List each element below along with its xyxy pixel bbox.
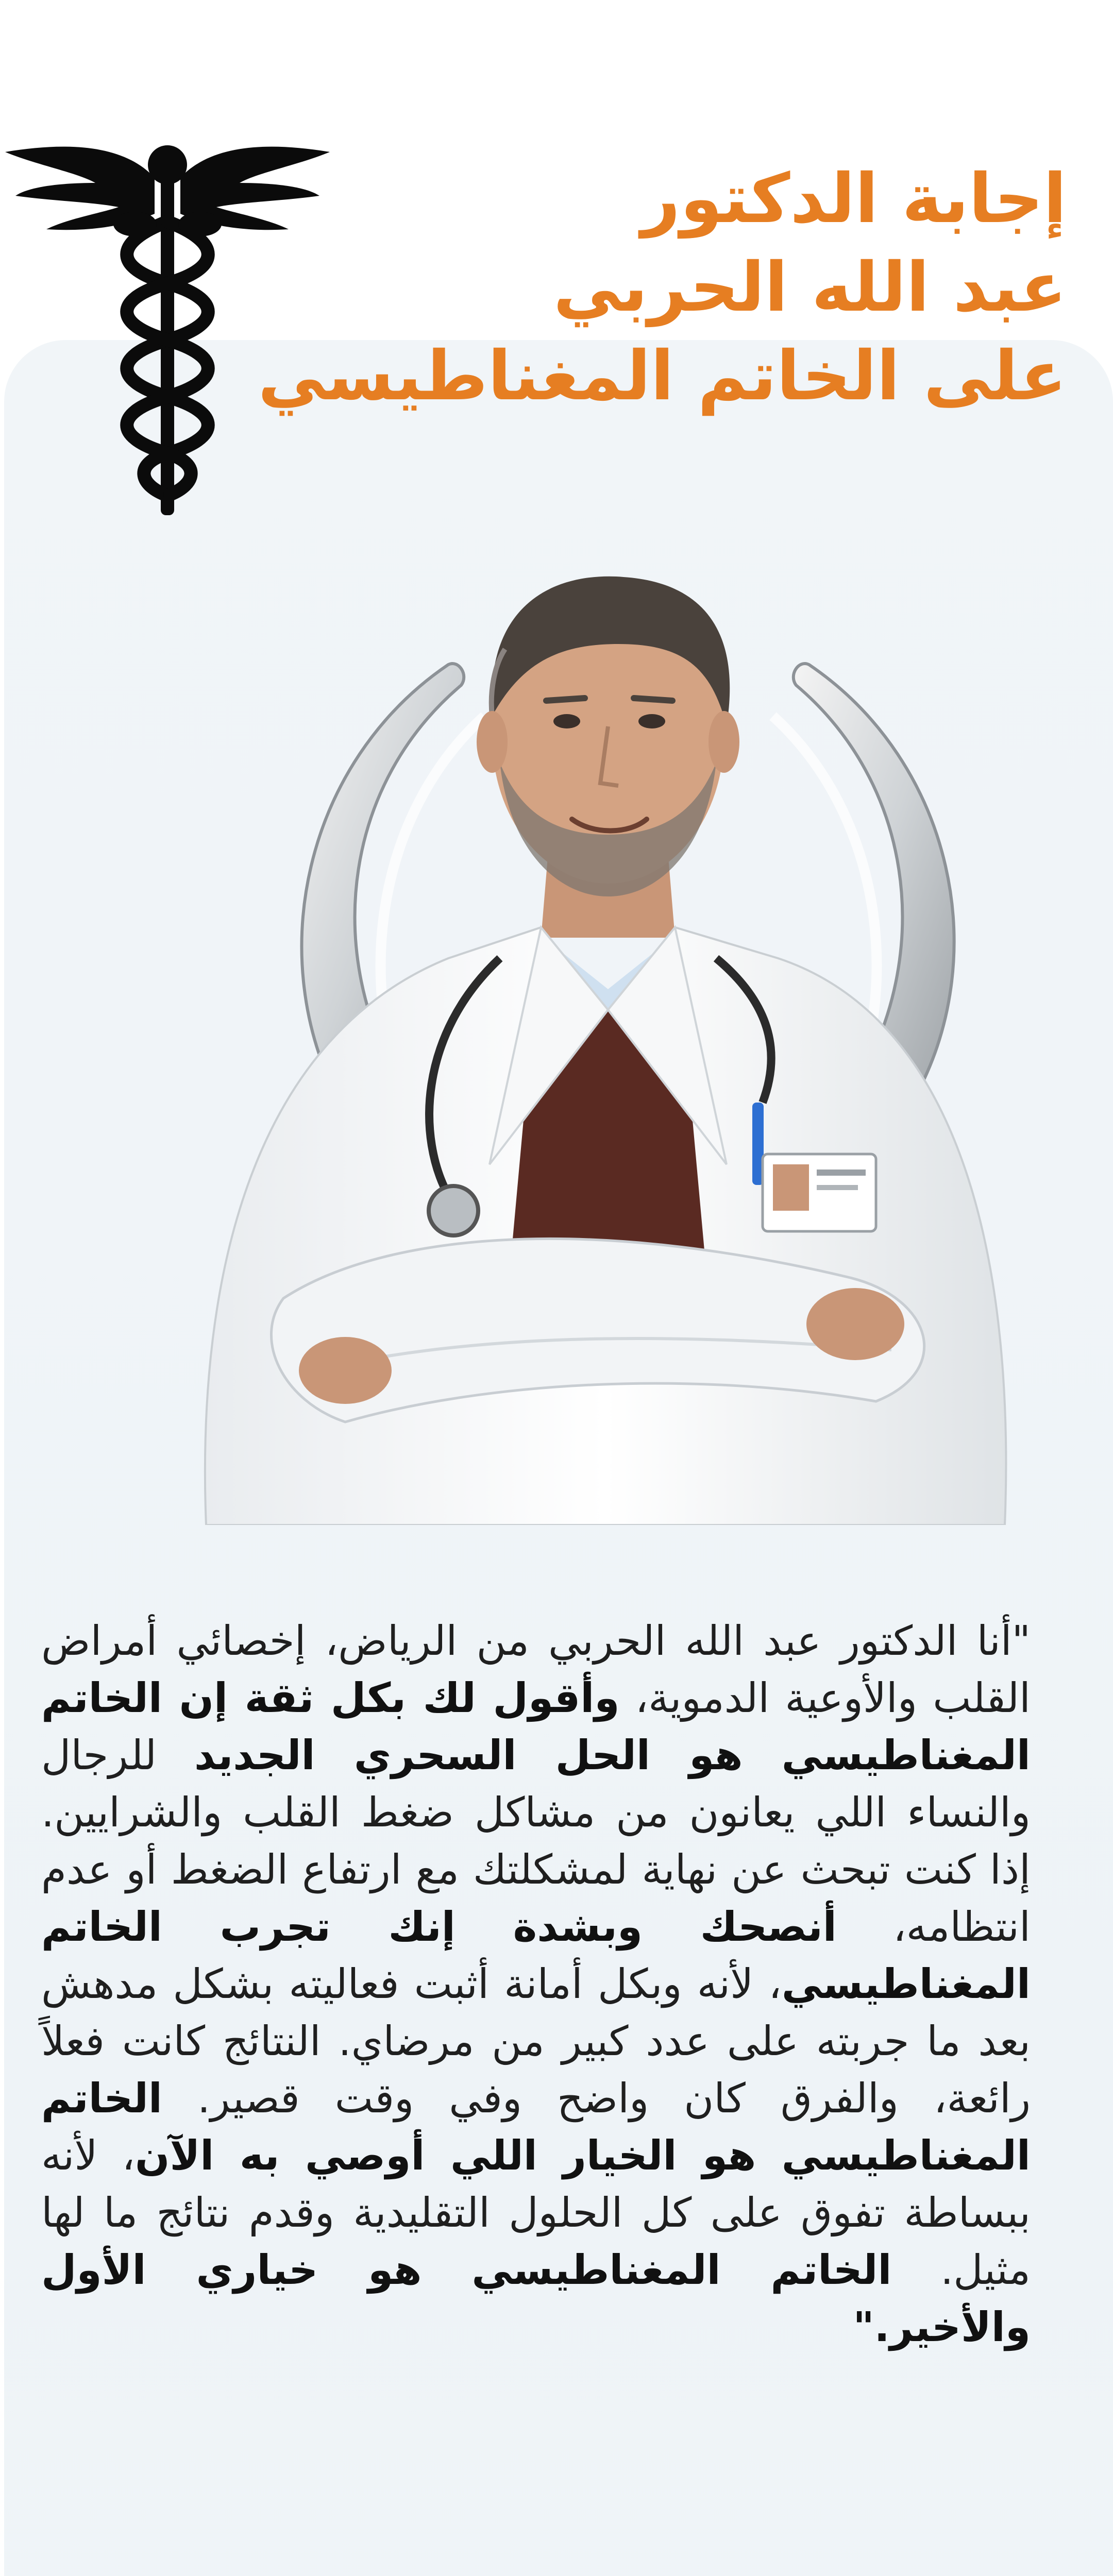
headline-line-3: على الخاتم المغناطيسي	[258, 336, 1067, 416]
caduceus-icon	[0, 88, 335, 520]
quote-bold-3: الخاتم المغناطيسي هو الخيار اللي أوصي به الآن	[41, 2075, 1031, 2179]
quote-bold-4: الخاتم المغناطيسي هو خياري الأول والأخير."	[41, 2246, 1031, 2351]
headline-line-2: عبد الله الحربي	[553, 248, 1067, 327]
quote-text-3: ، لأنه وبكل أمانة أثبت فعاليته بشكل مدهش بعد ما جربته على عدد كبير من مرضاي. النتائج كانت فعلاً رائعة، والفرق كان واضح وفي وقت قصير.	[41, 1960, 1031, 2122]
quote-text-2: للرجال والنساء اللي يعانون من مشاكل ضغط القلب والشرايين. إذا كنت تبحث عن نهاية لمشكلتك مع ارتفاع الضغط أو عدم انتظامه،	[41, 1732, 1031, 1951]
headline-line-1: إجابة الدكتور	[641, 159, 1067, 239]
quote-text-4: ، لأنه ببساطة تفوق على كل الحلول التقليدية وقدم نتائج ما لها مثيل.	[41, 2132, 1031, 2294]
doctor-quote	[41, 1613, 1031, 2356]
headline	[258, 155, 1067, 420]
quote-bold-2: أنصحك وبشدة إنك تجرب الخاتم المغناطيسي	[41, 1903, 1031, 2008]
quote-text-1: "أنا الدكتور عبد الله الحربي من الرياض، إخصائي أمراض القلب والأوعية الدموية،	[41, 1617, 1031, 1722]
quote-bold-1: وأقول لك بكل ثقة إن الخاتم المغناطيسي هو الحل السحري الجديد	[41, 1674, 1031, 1779]
doctor-hero-illustration	[129, 495, 1067, 1525]
